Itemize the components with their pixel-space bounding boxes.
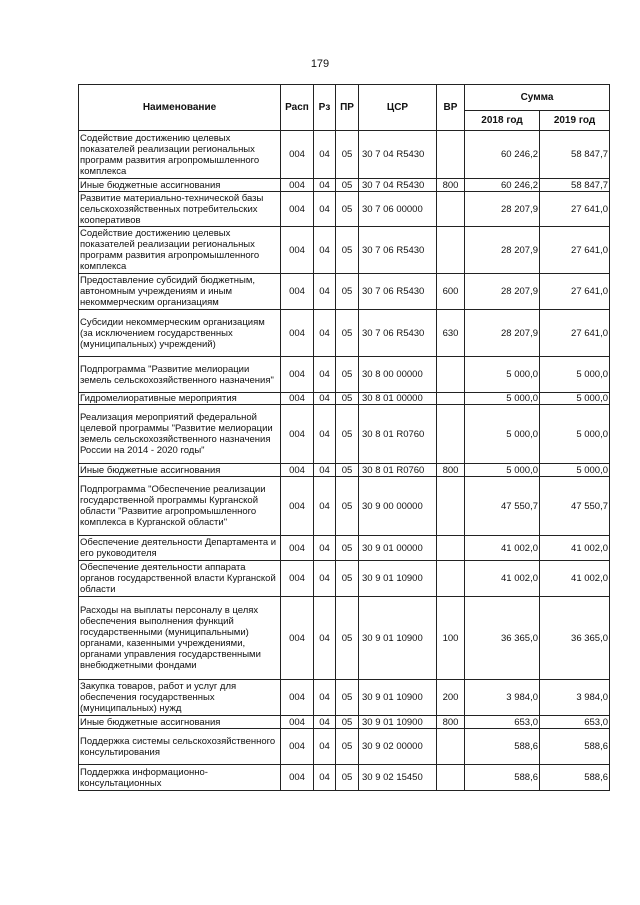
cell-rz: 04: [314, 729, 336, 765]
cell-rasp: 004: [281, 131, 314, 179]
cell-csr: 30 9 02 15450: [359, 765, 437, 791]
cell-rz: 04: [314, 765, 336, 791]
cell-name: Подпрограмма "Развитие мелиорации земель сельскохозяйственного назначения": [79, 357, 281, 393]
header-rz: Рз: [314, 85, 336, 131]
cell-vr: [437, 357, 465, 393]
cell-csr: 30 8 00 00000: [359, 357, 437, 393]
cell-csr: 30 7 04 R5430: [359, 179, 437, 192]
cell-vr: 800: [437, 464, 465, 477]
cell-pr: 05: [336, 192, 359, 227]
cell-y2018: 5 000,0: [465, 464, 540, 477]
cell-name: Иные бюджетные ассигнования: [79, 464, 281, 477]
cell-pr: 05: [336, 729, 359, 765]
table-body: [79, 131, 610, 791]
cell-y2018: 588,6: [465, 729, 540, 765]
cell-y2019: 36 365,0: [540, 597, 610, 680]
cell-rz: 04: [314, 405, 336, 464]
cell-y2019: 41 002,0: [540, 536, 610, 561]
cell-rasp: 004: [281, 357, 314, 393]
cell-name: Содействие достижению целевых показателей реализации региональных программ развития агропромышленного комплекса: [79, 227, 281, 274]
cell-rasp: 004: [281, 405, 314, 464]
cell-vr: [437, 729, 465, 765]
cell-csr: 30 8 01 R0760: [359, 405, 437, 464]
header-2019: 2019 год: [540, 111, 610, 131]
table-row: [79, 405, 610, 464]
cell-csr: 30 7 06 R5430: [359, 310, 437, 357]
header-name: Наименование: [79, 85, 281, 131]
cell-pr: 05: [336, 716, 359, 729]
cell-rz: 04: [314, 464, 336, 477]
cell-vr: [437, 536, 465, 561]
table-row: [79, 765, 610, 791]
cell-y2019: 5 000,0: [540, 393, 610, 405]
header-2018: 2018 год: [465, 111, 540, 131]
cell-csr: 30 8 01 R0760: [359, 464, 437, 477]
cell-pr: 05: [336, 680, 359, 716]
cell-rz: 04: [314, 357, 336, 393]
cell-rasp: 004: [281, 310, 314, 357]
cell-name: Обеспечение деятельности аппарата органов государственной власти Курганской области: [79, 561, 281, 597]
cell-rasp: 004: [281, 192, 314, 227]
cell-y2018: 28 207,9: [465, 274, 540, 310]
table-row: [79, 716, 610, 729]
cell-y2018: 36 365,0: [465, 597, 540, 680]
cell-rasp: 004: [281, 716, 314, 729]
cell-pr: 05: [336, 131, 359, 179]
cell-name: Закупка товаров, работ и услуг для обеспечения государственных (муниципальных) нужд: [79, 680, 281, 716]
cell-rz: 04: [314, 477, 336, 536]
cell-csr: 30 7 06 R5430: [359, 227, 437, 274]
cell-pr: 05: [336, 464, 359, 477]
cell-vr: 630: [437, 310, 465, 357]
cell-csr: 30 9 01 10900: [359, 716, 437, 729]
cell-pr: 05: [336, 179, 359, 192]
cell-rz: 04: [314, 274, 336, 310]
cell-csr: 30 7 06 00000: [359, 192, 437, 227]
header-vr: ВР: [437, 85, 465, 131]
cell-y2018: 28 207,9: [465, 227, 540, 274]
cell-name: Развитие материально-технической базы сельскохозяйственных потребительских кооперативов: [79, 192, 281, 227]
header-rasp: Расп: [281, 85, 314, 131]
table-row: [79, 227, 610, 274]
cell-name: Обеспечение деятельности Департамента и его руководителя: [79, 536, 281, 561]
cell-rz: 04: [314, 680, 336, 716]
cell-y2019: 27 641,0: [540, 227, 610, 274]
cell-csr: 30 8 01 00000: [359, 393, 437, 405]
cell-rasp: 004: [281, 227, 314, 274]
cell-pr: 05: [336, 765, 359, 791]
cell-csr: 30 9 01 00000: [359, 536, 437, 561]
cell-rasp: 004: [281, 765, 314, 791]
cell-vr: [437, 393, 465, 405]
cell-y2018: 5 000,0: [465, 405, 540, 464]
cell-vr: [437, 561, 465, 597]
cell-vr: [437, 477, 465, 536]
cell-name: Расходы на выплаты персоналу в целях обеспечения выполнения функций государственными (муниципальными) органами, казенными учреждениями, органами управления государственными внебюджетными фондами: [79, 597, 281, 680]
cell-name: Реализация мероприятий федеральной целевой программы "Развитие мелиорации земель сельскохозяйственного назначения России на 2014 - 2020 годы": [79, 405, 281, 464]
page-number: 179: [310, 58, 330, 70]
cell-csr: 30 9 00 00000: [359, 477, 437, 536]
table-row: [79, 680, 610, 716]
cell-y2019: 58 847,7: [540, 131, 610, 179]
cell-rz: 04: [314, 131, 336, 179]
cell-y2019: 5 000,0: [540, 357, 610, 393]
cell-vr: 800: [437, 716, 465, 729]
cell-y2018: 653,0: [465, 716, 540, 729]
table-row: [79, 274, 610, 310]
cell-rz: 04: [314, 192, 336, 227]
cell-rasp: 004: [281, 680, 314, 716]
header-csr: ЦСР: [359, 85, 437, 131]
cell-rasp: 004: [281, 179, 314, 192]
cell-pr: 05: [336, 597, 359, 680]
cell-name: Поддержка системы сельскохозяйственного консультирования: [79, 729, 281, 765]
table-row: [79, 192, 610, 227]
cell-pr: 05: [336, 536, 359, 561]
cell-pr: 05: [336, 561, 359, 597]
cell-vr: [437, 192, 465, 227]
cell-vr: [437, 227, 465, 274]
cell-y2019: 588,6: [540, 765, 610, 791]
table-row: [79, 393, 610, 405]
cell-y2019: 41 002,0: [540, 561, 610, 597]
cell-rasp: 004: [281, 464, 314, 477]
cell-y2018: 5 000,0: [465, 393, 540, 405]
cell-rasp: 004: [281, 477, 314, 536]
cell-csr: 30 7 04 R5430: [359, 131, 437, 179]
cell-y2018: 588,6: [465, 765, 540, 791]
cell-y2018: 47 550,7: [465, 477, 540, 536]
table-row: [79, 179, 610, 192]
cell-y2018: 3 984,0: [465, 680, 540, 716]
cell-rz: 04: [314, 179, 336, 192]
cell-rasp: 004: [281, 561, 314, 597]
cell-y2018: 28 207,9: [465, 310, 540, 357]
cell-csr: 30 9 01 10900: [359, 597, 437, 680]
cell-rasp: 004: [281, 393, 314, 405]
cell-vr: 100: [437, 597, 465, 680]
header-sum: Сумма: [465, 85, 610, 111]
cell-name: Иные бюджетные ассигнования: [79, 179, 281, 192]
cell-pr: 05: [336, 405, 359, 464]
cell-name: Подпрограмма "Обеспечение реализации государственной программы Курганской области "Развитие агропромышленного комплекса в Курганской области": [79, 477, 281, 536]
cell-csr: 30 9 01 10900: [359, 561, 437, 597]
cell-vr: 200: [437, 680, 465, 716]
cell-rz: 04: [314, 310, 336, 357]
cell-name: Поддержка информационно-консультационных: [79, 765, 281, 791]
cell-name: Субсидии некоммерческим организациям (за исключением государственных (муниципальных) учреждений): [79, 310, 281, 357]
cell-pr: 05: [336, 274, 359, 310]
cell-pr: 05: [336, 357, 359, 393]
budget-table: [78, 84, 610, 791]
table-row: [79, 477, 610, 536]
cell-csr: 30 7 06 R5430: [359, 274, 437, 310]
cell-name: Предоставление субсидий бюджетным, автономным учреждениям и иным некоммерческим организациям: [79, 274, 281, 310]
cell-y2019: 5 000,0: [540, 405, 610, 464]
cell-y2019: 3 984,0: [540, 680, 610, 716]
cell-vr: 600: [437, 274, 465, 310]
cell-name: Содействие достижению целевых показателей реализации региональных программ развития агропромышленного комплекса: [79, 131, 281, 179]
cell-y2018: 5 000,0: [465, 357, 540, 393]
cell-csr: 30 9 01 10900: [359, 680, 437, 716]
cell-y2018: 60 246,2: [465, 131, 540, 179]
cell-rasp: 004: [281, 274, 314, 310]
cell-y2018: 60 246,2: [465, 179, 540, 192]
cell-vr: 800: [437, 179, 465, 192]
table-row: [79, 536, 610, 561]
cell-y2019: 27 641,0: [540, 310, 610, 357]
cell-rasp: 004: [281, 536, 314, 561]
cell-rasp: 004: [281, 729, 314, 765]
cell-y2018: 41 002,0: [465, 561, 540, 597]
cell-rasp: 004: [281, 597, 314, 680]
cell-y2018: 41 002,0: [465, 536, 540, 561]
cell-y2019: 5 000,0: [540, 464, 610, 477]
table-row: [79, 597, 610, 680]
table-row: [79, 464, 610, 477]
cell-csr: 30 9 02 00000: [359, 729, 437, 765]
cell-pr: 05: [336, 477, 359, 536]
cell-y2019: 588,6: [540, 729, 610, 765]
table-row: [79, 561, 610, 597]
cell-y2019: 653,0: [540, 716, 610, 729]
cell-pr: 05: [336, 393, 359, 405]
cell-rz: 04: [314, 561, 336, 597]
cell-rz: 04: [314, 393, 336, 405]
cell-rz: 04: [314, 597, 336, 680]
cell-pr: 05: [336, 227, 359, 274]
cell-name: Гидромелиоративные мероприятия: [79, 393, 281, 405]
table-row: [79, 310, 610, 357]
cell-y2019: 47 550,7: [540, 477, 610, 536]
cell-rz: 04: [314, 536, 336, 561]
table-row: [79, 357, 610, 393]
header-pr: ПР: [336, 85, 359, 131]
cell-vr: [437, 765, 465, 791]
cell-y2018: 28 207,9: [465, 192, 540, 227]
cell-rz: 04: [314, 716, 336, 729]
table-row: [79, 131, 610, 179]
cell-pr: 05: [336, 310, 359, 357]
cell-name: Иные бюджетные ассигнования: [79, 716, 281, 729]
table-row: [79, 729, 610, 765]
cell-rz: 04: [314, 227, 336, 274]
cell-y2019: 27 641,0: [540, 192, 610, 227]
cell-vr: [437, 405, 465, 464]
cell-y2019: 27 641,0: [540, 274, 610, 310]
cell-vr: [437, 131, 465, 179]
cell-y2019: 58 847,7: [540, 179, 610, 192]
